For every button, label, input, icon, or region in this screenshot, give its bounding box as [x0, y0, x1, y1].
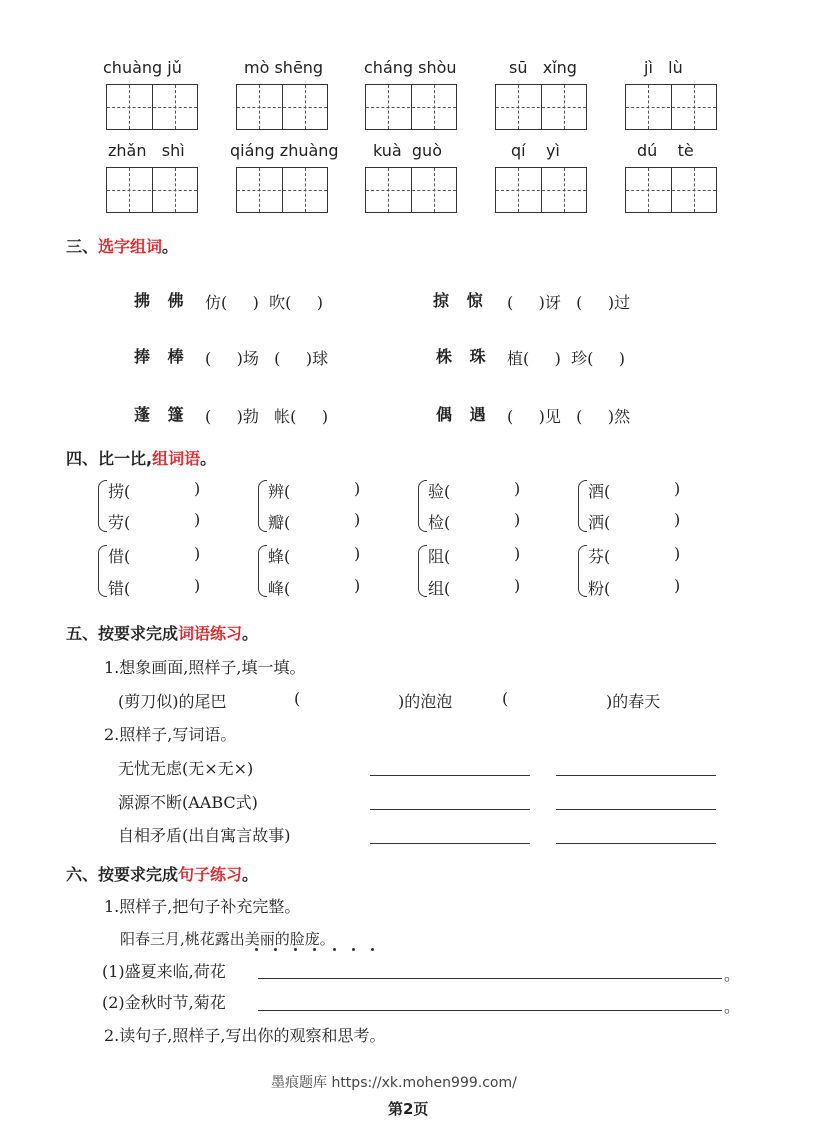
section-title: 选字组词	[98, 237, 163, 256]
close-paren: )	[354, 544, 361, 563]
pinyin-label: zhǎn shì	[108, 141, 185, 160]
brace-icon	[578, 545, 587, 597]
fill-items[interactable]: 仿( ) 吹( )	[205, 293, 324, 312]
writing-grid[interactable]	[625, 84, 717, 130]
fill-items[interactable]: ( )场 ( )球	[205, 349, 329, 368]
close-paren: )	[194, 510, 201, 529]
pinyin-label: chuàng jǔ	[103, 58, 182, 77]
close-paren: )	[354, 576, 361, 595]
page-number: 第2页	[388, 1100, 429, 1118]
close-paren: )	[674, 544, 681, 563]
compare-char: 验(	[428, 482, 451, 501]
section-number: 五、	[66, 624, 99, 643]
close-paren: )	[514, 479, 521, 498]
pinyin-label: cháng shòu	[364, 58, 457, 77]
answer-line[interactable]	[258, 1010, 722, 1011]
fill-items[interactable]: ( )讶 ( )过	[507, 293, 631, 312]
char-pair: 拂 佛	[134, 291, 190, 310]
close-paren: )	[674, 479, 681, 498]
brace-icon	[578, 480, 587, 532]
section-title-plain: 按要求完成	[98, 865, 179, 884]
compare-char: 洒(	[588, 513, 611, 532]
word-item: 无忧无虑(无×无×)	[118, 759, 254, 778]
blank-close: )的泡泡	[398, 692, 453, 711]
section-end: 。	[162, 237, 179, 256]
close-paren: )	[674, 510, 681, 529]
word-item: 自相矛盾(出自寓言故事)	[118, 826, 291, 845]
answer-line[interactable]	[556, 809, 716, 810]
close-paren: )	[514, 576, 521, 595]
answer-line[interactable]	[370, 809, 530, 810]
section-title: 词语练习	[178, 624, 243, 643]
answer-line[interactable]	[370, 775, 530, 776]
compare-char: 峰(	[268, 579, 291, 598]
close-paren: )	[514, 544, 521, 563]
section-title-plain: 比一比,	[98, 449, 153, 468]
writing-grid[interactable]	[625, 167, 717, 213]
section-6-heading	[66, 862, 258, 885]
pinyin-label: jì lù	[644, 58, 683, 77]
brace-icon	[418, 480, 427, 532]
compare-char: 瓣(	[268, 513, 291, 532]
blank-open[interactable]: (	[502, 689, 509, 708]
compare-char: 检(	[428, 513, 451, 532]
close-paren: )	[674, 576, 681, 595]
brace-icon	[258, 545, 267, 597]
writing-grid[interactable]	[106, 84, 198, 130]
section-title: 句子练习	[178, 865, 243, 884]
section-number: 六、	[66, 865, 99, 884]
word-item: 源源不断(AABC式)	[118, 793, 258, 812]
compare-char: 劳(	[108, 513, 131, 532]
close-paren: )	[514, 510, 521, 529]
period: 。	[724, 965, 741, 984]
pinyin-label: dú tè	[637, 141, 694, 160]
compare-char: 辨(	[268, 482, 291, 501]
example-phrase: (剪刀似)的尾巴	[118, 692, 227, 711]
section-4-heading	[66, 446, 216, 469]
compare-char: 蜂(	[268, 547, 291, 566]
compare-char: 酒(	[588, 482, 611, 501]
compare-char: 粉(	[588, 579, 611, 598]
section-title-plain: 按要求完成	[98, 624, 179, 643]
writing-grid[interactable]	[495, 167, 587, 213]
compare-char: 借(	[108, 547, 131, 566]
period: 。	[724, 997, 741, 1016]
example-sentence: 阳春三月,桃花露出美丽的脸庞。	[120, 930, 335, 948]
section-end: 。	[242, 624, 259, 643]
blank-close: )的春天	[606, 692, 661, 711]
brace-icon	[418, 545, 427, 597]
char-pair: 株 珠	[436, 347, 492, 366]
close-paren: )	[354, 479, 361, 498]
char-pair: 蓬 篷	[134, 405, 190, 424]
question-1: 1.想象画面,照样子,填一填。	[104, 658, 306, 677]
section-number: 三、	[66, 237, 99, 256]
compare-char: 组(	[428, 579, 451, 598]
sentence-1: (1)盛夏来临,荷花	[102, 962, 226, 981]
fill-items[interactable]: ( )勃 帐( )	[205, 407, 329, 426]
close-paren: )	[194, 479, 201, 498]
writing-grid[interactable]	[106, 167, 198, 213]
section-5-heading	[66, 621, 258, 644]
section-number: 四、	[66, 449, 99, 468]
pinyin-label: kuà guò	[373, 141, 442, 160]
section-end: 。	[200, 449, 217, 468]
brace-icon	[98, 545, 107, 597]
writing-grid[interactable]	[365, 84, 457, 130]
question-2: 2.照样子,写词语。	[104, 725, 237, 744]
compare-char: 阻(	[428, 547, 451, 566]
answer-line[interactable]	[258, 978, 722, 979]
answer-line[interactable]	[556, 843, 716, 844]
pinyin-label: qiáng zhuàng	[230, 141, 339, 160]
writing-grid[interactable]	[236, 84, 328, 130]
brace-icon	[258, 480, 267, 532]
writing-grid[interactable]	[365, 167, 457, 213]
brace-icon	[98, 480, 107, 532]
char-pair: 偶 遇	[436, 405, 492, 424]
pinyin-label: qí yì	[511, 141, 560, 160]
char-pair: 捧 棒	[134, 347, 190, 366]
fill-items[interactable]: 植( ) 珍( )	[507, 349, 626, 368]
sentence-2: (2)金秋时节,菊花	[102, 993, 226, 1012]
fill-items[interactable]: ( )见 ( )然	[507, 407, 631, 426]
writing-grid[interactable]	[236, 167, 328, 213]
writing-grid[interactable]	[495, 84, 587, 130]
close-paren: )	[354, 510, 361, 529]
section-3-heading	[66, 234, 178, 257]
compare-char: 错(	[108, 579, 131, 598]
question-2: 2.读句子,照样子,写出你的观察和思考。	[104, 1026, 386, 1045]
compare-char: 芬(	[588, 547, 611, 566]
pinyin-label: sū xǐng	[509, 58, 577, 77]
close-paren: )	[194, 544, 201, 563]
question-1: 1.照样子,把句子补充完整。	[104, 897, 301, 916]
char-pair: 掠 惊	[433, 291, 489, 310]
blank-open[interactable]: (	[294, 689, 301, 708]
answer-line[interactable]	[556, 775, 716, 776]
answer-line[interactable]	[370, 843, 530, 844]
section-end: 。	[242, 865, 259, 884]
footer-site[interactable]: 墨痕题库 https://xk.mohen999.com/	[271, 1075, 517, 1091]
pinyin-label: mò shēng	[244, 58, 324, 77]
close-paren: )	[194, 576, 201, 595]
compare-char: 捞(	[108, 482, 131, 501]
section-title: 组词语	[152, 449, 201, 468]
